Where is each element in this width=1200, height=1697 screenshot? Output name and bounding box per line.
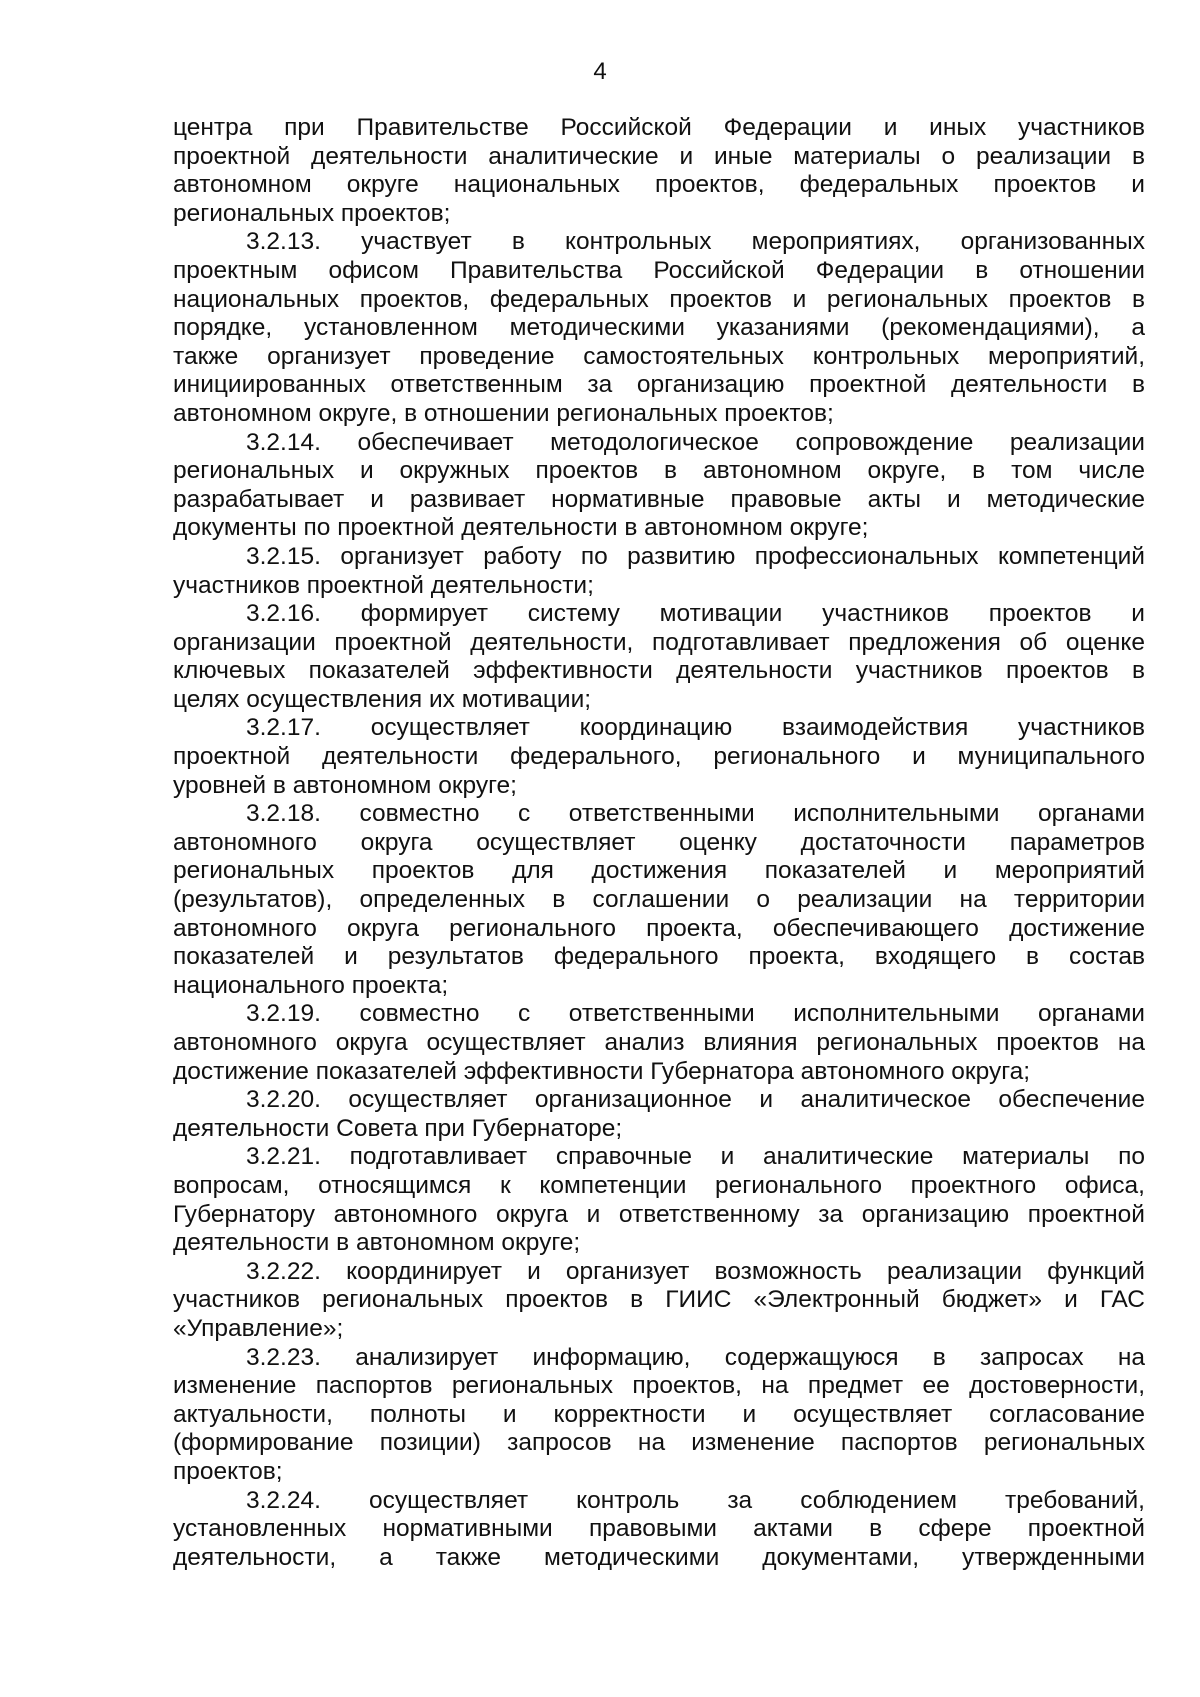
text-line: региональных проектов для достижения показателей и мероприятий <box>173 857 1145 885</box>
paragraph-start-line: 3.2.16. формирует систему мотивации участников проектов и <box>246 600 1145 628</box>
paragraph-start-line: 3.2.24. осуществляет контроль за соблюдением требований, <box>246 1486 1145 1514</box>
paragraph-start-line: 3.2.23. анализирует информацию, содержащуюся в запросах на <box>246 1343 1145 1371</box>
paragraph-start-line: 3.2.17. осуществляет координацию взаимодействия участников <box>246 714 1145 742</box>
text-line: Губернатору автономного округа и ответственному за организацию проектной <box>173 1200 1145 1228</box>
text-line: «Управление»; <box>173 1314 344 1342</box>
paragraph-start-line: 3.2.19. совместно с ответственными исполнительными органами <box>246 1000 1145 1028</box>
text-line: разрабатывает и развивает нормативные правовые акты и методические <box>173 485 1145 513</box>
text-line: достижение показателей эффективности Губернатора автономного округа; <box>173 1057 1031 1085</box>
text-line: участников региональных проектов в ГИИС «Электронный бюджет» и ГАС <box>173 1286 1145 1314</box>
text-line: показателей и результатов федерального проекта, входящего в состав <box>173 943 1145 971</box>
text-line: автономного округа осуществляет анализ влияния региональных проектов на <box>173 1029 1145 1056</box>
text-line: региональных и окружных проектов в автономном округе, в том числе <box>173 457 1145 485</box>
text-line: проектной деятельности аналитические и иные материалы о реализации в <box>173 142 1145 170</box>
text-line: деятельности Совета при Губернаторе; <box>173 1114 623 1142</box>
paragraph-start-line: 3.2.22. координирует и организует возможность реализации функций <box>246 1257 1145 1285</box>
text-line: автономном округе национальных проектов, федеральных проектов и <box>173 171 1145 199</box>
text-line: актуальности, полноты и корректности и осуществляет согласование <box>173 1400 1145 1428</box>
text-line: уровней в автономном округе; <box>173 771 517 799</box>
text-line: порядке, установленном методическими указаниями (рекомендациями), а <box>173 314 1145 342</box>
text-line: (формирование позиции) запросов на изменение паспортов региональных <box>173 1429 1145 1457</box>
body-text <box>173 114 1145 1572</box>
text-line: вопросам, относящимся к компетенции регионального проектного офиса, <box>173 1171 1145 1199</box>
text-line: проектов; <box>173 1457 283 1485</box>
text-line: проектной деятельности федерального, регионального и муниципального <box>173 743 1145 771</box>
paragraph-start-line: 3.2.15. организует работу по развитию профессиональных компетенций <box>246 542 1145 570</box>
text-line: деятельности в автономном округе; <box>173 1229 581 1257</box>
text-line: автономного округа осуществляет оценку достаточности параметров <box>173 828 1145 856</box>
text-line: региональных проектов; <box>173 199 451 227</box>
text-line: также организует проведение самостоятельных контрольных мероприятий, <box>173 342 1145 370</box>
paragraph-start-line: 3.2.14. обеспечивает методологическое сопровождение реализации <box>246 428 1145 456</box>
text-line: национальных проектов, федеральных проектов и региональных проектов в <box>173 285 1145 313</box>
text-line: национального проекта; <box>173 971 449 999</box>
text-line: установленных нормативными правовыми актами в сфере проектной <box>173 1515 1145 1543</box>
text-line: деятельности, а также методическими документами, утвержденными <box>173 1543 1145 1571</box>
text-line: изменение паспортов региональных проектов, на предмет ее достоверности, <box>173 1372 1145 1400</box>
text-line: центра при Правительстве Российской Федерации и иных участников <box>173 114 1145 141</box>
paragraph-start-line: 3.2.13. участвует в контрольных мероприятиях, организованных <box>246 228 1145 256</box>
page-number: 4 <box>593 58 607 85</box>
text-line: организации проектной деятельности, подготавливает предложения об оценке <box>173 628 1145 656</box>
text-line: проектным офисом Правительства Российской Федерации в отношении <box>173 256 1145 284</box>
text-line: ключевых показателей эффективности деятельности участников проектов в <box>173 657 1145 685</box>
text-line: (результатов), определенных в соглашении о реализации на территории <box>173 886 1145 914</box>
paragraph-start-line: 3.2.18. совместно с ответственными исполнительными органами <box>246 800 1145 828</box>
text-line: автономного округа регионального проекта, обеспечивающего достижение <box>173 914 1145 942</box>
paragraph-start-line: 3.2.20. осуществляет организационное и аналитическое обеспечение <box>246 1086 1145 1114</box>
text-line: инициированных ответственным за организацию проектной деятельности в <box>173 371 1145 399</box>
text-line: автономном округе, в отношении региональных проектов; <box>173 399 834 427</box>
paragraph-start-line: 3.2.21. подготавливает справочные и аналитические материалы по <box>246 1143 1145 1171</box>
text-line: участников проектной деятельности; <box>173 571 594 599</box>
text-line: целях осуществления их мотивации; <box>173 685 592 713</box>
text-line: документы по проектной деятельности в автономном округе; <box>173 514 869 542</box>
